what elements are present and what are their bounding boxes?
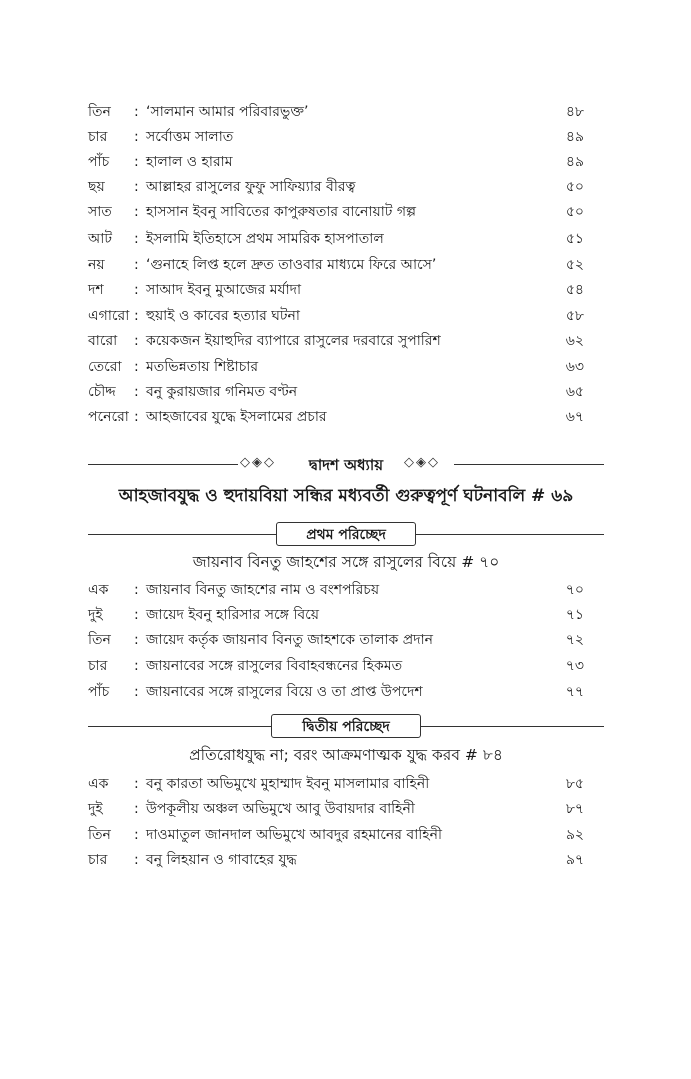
toc-entry xyxy=(88,628,594,652)
section-heading xyxy=(88,522,604,546)
entry-page: ৭০ xyxy=(565,582,584,598)
entry-colon: : xyxy=(134,384,139,400)
entry-title: ‘গুনাহে লিপ্ত হলে দ্রুত তাওবার মাধ্যমে ফিরে আসে’ xyxy=(146,257,437,273)
entry-number: এক xyxy=(88,776,109,792)
toc-entry xyxy=(88,848,594,872)
toc-entry xyxy=(88,329,594,353)
entry-colon: : xyxy=(134,154,139,170)
toc-entry xyxy=(88,125,594,149)
entry-number: সাত xyxy=(88,204,112,220)
entry-title: হালাল ও হারাম xyxy=(146,154,233,170)
entry-title: ইসলামি ইতিহাসে প্রথম সামরিক হাসপাতাল xyxy=(146,231,384,247)
entry-title: আহজাবের যুদ্ধে ইসলামের প্রচার xyxy=(146,409,327,425)
entry-page: ৮৫ xyxy=(565,776,584,792)
entry-number: নয় xyxy=(88,257,105,273)
entry-colon: : xyxy=(134,308,139,324)
ornament-icon: ◇◈◇ xyxy=(404,455,440,470)
entry-number: পনেরো xyxy=(88,409,129,425)
toc-entry xyxy=(88,100,594,124)
entry-page: ৭২ xyxy=(565,632,584,648)
entry-page: ৯৭ xyxy=(565,852,584,868)
entry-page: ৫২ xyxy=(565,257,584,273)
toc-entry xyxy=(88,578,594,602)
entry-page: ৬৭ xyxy=(565,409,584,425)
entry-title: ‘সালমান আমার পরিবারভুক্ত’ xyxy=(146,104,309,120)
toc-entry xyxy=(88,797,594,821)
entry-page: ৪৯ xyxy=(565,154,584,170)
entry-title: কয়েকজন ইয়াহুদির ব্যাপারে রাসুলের দরবারে সুপারিশ xyxy=(146,333,441,349)
entry-colon: : xyxy=(134,801,139,817)
toc-entry xyxy=(88,823,594,847)
entry-page: ৮৭ xyxy=(565,801,584,817)
entry-page: ৫৪ xyxy=(565,282,584,298)
entry-number: পাঁচ xyxy=(88,154,110,170)
entry-page: ৫১ xyxy=(565,231,584,247)
toc-entry xyxy=(88,405,594,429)
entry-page: ৫০ xyxy=(565,204,584,220)
entry-title: বনু কুরায়জার গনিমত বণ্টন xyxy=(146,384,298,400)
entry-page: ৬৫ xyxy=(565,384,584,400)
entry-title: জায়নাব বিনতু জাহশের নাম ও বংশপরিচয় xyxy=(146,582,380,598)
entry-title: জায়েদ ইবনু হারিসার সঙ্গে বিয়ে xyxy=(146,607,320,623)
toc-entry xyxy=(88,304,594,328)
toc-entry xyxy=(88,227,594,251)
entry-number: আট xyxy=(88,231,112,247)
entry-number: এগারো xyxy=(88,308,130,324)
section-label: প্রথম পরিচ্ছেদ xyxy=(276,522,416,546)
toc-entry xyxy=(88,200,594,224)
entry-title: আল্লাহর রাসুলের ফুফু সাফিয়্যার বীরত্ব xyxy=(146,179,356,195)
entry-number: পাঁচ xyxy=(88,684,110,700)
entry-colon: : xyxy=(134,204,139,220)
ornament-icon: ◇◈◇ xyxy=(240,455,276,470)
toc-entry xyxy=(88,150,594,174)
entry-number: তিন xyxy=(88,827,111,843)
entry-colon: : xyxy=(134,409,139,425)
entry-title: বনু কারতা অভিমুখে মুহাম্মাদ ইবনু মাসলামার বাহিনী xyxy=(146,776,430,792)
entry-page: ৫৮ xyxy=(565,308,584,324)
entry-number: দশ xyxy=(88,282,104,298)
entry-title: উপকূলীয় অঞ্চল অভিমুখে আবু উবায়দার বাহিনী xyxy=(146,801,415,817)
entry-title: বনু লিহয়ান ও গাবাহের যুদ্ধ xyxy=(146,852,297,868)
entry-colon: : xyxy=(134,632,139,648)
entry-colon: : xyxy=(134,104,139,120)
entry-title: জায়নাবের সঙ্গে রাসুলের বিবাহবন্ধনের হিকমত xyxy=(146,658,403,674)
toc-entry xyxy=(88,278,594,302)
entry-title: হাসসান ইবনু সাবিতের কাপুরুষতার বানোয়াট গল্প xyxy=(146,204,417,220)
entry-title: দাওমাতুল জানদাল অভিমুখে আবদুর রহমানের বাহিনী xyxy=(146,827,443,843)
toc-entry xyxy=(88,654,594,678)
entry-title: হুয়াই ও কাবের হত্যার ঘটনা xyxy=(146,308,300,324)
entry-colon: : xyxy=(134,658,139,674)
entry-number: ছয় xyxy=(88,179,105,195)
entry-page: ৪৮ xyxy=(565,104,584,120)
entry-colon: : xyxy=(134,582,139,598)
entry-page: ৭৭ xyxy=(565,684,584,700)
entry-colon: : xyxy=(134,282,139,298)
entry-title: মতভিন্নতায় শিষ্টাচার xyxy=(146,359,259,375)
entry-page: ৪৯ xyxy=(565,129,584,145)
entry-page: ৭১ xyxy=(565,607,584,623)
entry-number: বারো xyxy=(88,333,118,349)
section-title: জায়নাব বিনতু জাহশের সঙ্গে রাসুলের বিয়ে # ৭০ xyxy=(192,553,500,571)
chapter-heading xyxy=(88,453,604,477)
entry-colon: : xyxy=(134,129,139,145)
toc-entry xyxy=(88,175,594,199)
toc-entry xyxy=(88,253,594,277)
entry-page: ৭৩ xyxy=(565,658,584,674)
entry-number: চার xyxy=(88,852,108,868)
entry-colon: : xyxy=(134,852,139,868)
entry-number: চৌদ্দ xyxy=(88,384,116,400)
toc-entry xyxy=(88,355,594,379)
entry-number: চার xyxy=(88,129,108,145)
toc-entry xyxy=(88,680,594,704)
entry-colon: : xyxy=(134,684,139,700)
section-title: প্রতিরোধযুদ্ধ না; বরং আক্রমণাত্মক যুদ্ধ করব # ৮৪ xyxy=(189,746,503,764)
entry-title: সাআদ ইবনু মুআজের মর্যাদা xyxy=(146,282,302,298)
entry-number: চার xyxy=(88,658,108,674)
entry-number: এক xyxy=(88,582,109,598)
entry-colon: : xyxy=(134,359,139,375)
entry-colon: : xyxy=(134,231,139,247)
chapter-title: আহজাবযুদ্ধ ও হুদায়বিয়া সন্ধির মধ্যবর্তী গুরুত্বপূর্ণ ঘটনাবলি # ৬৯ xyxy=(118,486,574,506)
entry-number: দুই xyxy=(88,607,103,623)
entry-title: সর্বোত্তম সালাত xyxy=(146,129,234,145)
entry-number: তেরো xyxy=(88,359,122,375)
entry-number: তিন xyxy=(88,632,111,648)
section-label: দ্বিতীয় পরিচ্ছেদ xyxy=(271,714,421,738)
section-heading xyxy=(88,714,604,738)
chapter-label: দ্বাদশ অধ্যায় xyxy=(308,456,384,474)
entry-colon: : xyxy=(134,257,139,273)
entry-page: ৬২ xyxy=(565,333,584,349)
entry-page: ৫০ xyxy=(565,179,584,195)
entry-page: ৯২ xyxy=(565,827,584,843)
entry-colon: : xyxy=(134,607,139,623)
entry-number: তিন xyxy=(88,104,111,120)
entry-title: জায়নাবের সঙ্গে রাসুলের বিয়ে ও তা প্রাপ্ত উপদেশ xyxy=(146,684,423,700)
entry-colon: : xyxy=(134,179,139,195)
entry-colon: : xyxy=(134,776,139,792)
toc-entry xyxy=(88,603,594,627)
entry-colon: : xyxy=(134,333,139,349)
entry-number: দুই xyxy=(88,801,103,817)
entry-title: জায়েদ কর্তৃক জায়নাব বিনতু জাহশকে তালাক প্রদান xyxy=(146,632,434,648)
entry-page: ৬৩ xyxy=(565,359,584,375)
toc-entry xyxy=(88,380,594,404)
toc-entry xyxy=(88,772,594,796)
entry-colon: : xyxy=(134,827,139,843)
